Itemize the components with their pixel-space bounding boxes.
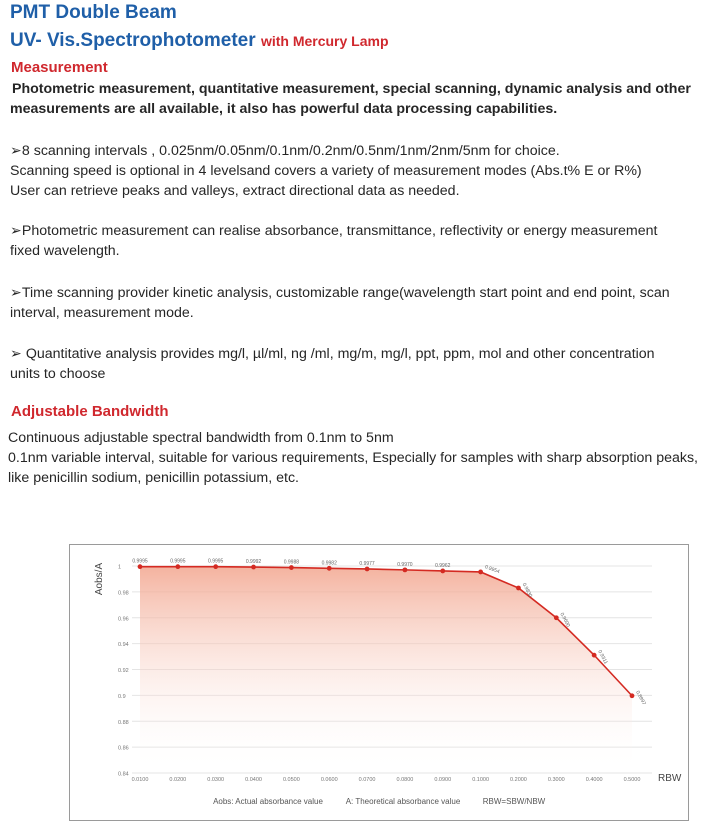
data-label: 0.9982: [321, 560, 337, 567]
data-label: 0.9995: [132, 558, 148, 565]
footnote-rbw: RBW=SBW/NBW: [482, 797, 546, 806]
data-point: [213, 564, 218, 569]
data-point: [289, 565, 294, 570]
chart-area-fill: [140, 567, 632, 773]
y-tick-label: 0.84: [118, 771, 129, 778]
measurement-intro-line-1: Photometric measurement, quantitative measurement, special scanning, dynamic analysis and other: [12, 81, 691, 97]
bullet-photometric: [10, 221, 657, 261]
x-tick-label: 0.0600: [320, 777, 338, 783]
data-point: [478, 570, 483, 575]
data-label: 0.9995: [170, 558, 186, 565]
measurement-intro-line-2: measurements are all available, it also has powerful data processing capabilities.: [10, 101, 558, 117]
subtitle-note: with Mercury Lamp: [260, 33, 389, 49]
bullet-quantitative: [10, 344, 655, 384]
data-point: [327, 566, 332, 571]
x-tick-label: 0.3000: [547, 777, 565, 783]
bullet-line: units to choose: [10, 366, 106, 382]
y-tick-label: 0.92: [118, 668, 129, 674]
x-tick-label: 0.1000: [472, 777, 490, 783]
x-tick-label: 0.0500: [282, 777, 300, 783]
bullet-line: ➢Time scanning provider kinetic analysis, customizable range(wavelength start point and end point, scan: [10, 285, 670, 301]
x-tick-label: 0.4000: [585, 777, 603, 783]
data-point: [440, 569, 445, 574]
page-subtitle: [10, 30, 389, 52]
x-tick-label: 0.5000: [623, 777, 641, 783]
data-point: [630, 693, 635, 698]
page-title: PMT Double Beam: [10, 2, 177, 23]
y-tick-label: 0.88: [118, 719, 129, 726]
bandwidth-line: 0.1nm variable interval, suitable for various requirements, Especially for samples with sharp absorption peaks,: [8, 450, 698, 466]
bullet-line: ➢Photometric measurement can realise absorbance, transmittance, reflectivity or energy measurement: [10, 223, 658, 239]
data-label: 0.9977: [359, 560, 375, 567]
data-point: [251, 565, 256, 570]
data-point: [516, 586, 521, 591]
data-point: [138, 564, 143, 569]
data-label: 0.8997: [634, 689, 647, 707]
bullet-line: Scanning speed is optional in 4 levelsand covers a variety of measurement modes (Abs.t% E or R%): [10, 163, 642, 179]
data-label: 0.9962: [435, 562, 451, 569]
bullet-line: fixed wavelength.: [10, 243, 120, 259]
y-tick-label: 0.86: [118, 745, 129, 752]
y-tick-label: 0.94: [118, 642, 129, 649]
data-point: [592, 653, 597, 658]
bullet-scanning-intervals: [10, 141, 642, 201]
bandwidth-line: Continuous adjustable spectral bandwidth from 0.1nm to 5nm: [8, 430, 394, 446]
bandwidth-line: like penicillin sodium, penicillin potassium, etc.: [8, 470, 299, 486]
data-label: 0.9988: [283, 559, 300, 566]
data-point: [365, 567, 370, 572]
chart-canvas: [70, 545, 688, 820]
y-tick-label: 0.9: [118, 693, 126, 700]
data-label: 0.9970: [397, 561, 413, 568]
y-axis-label: Aobs/A: [94, 562, 105, 596]
x-tick-label: 0.0400: [245, 777, 262, 783]
x-tick-label: 0.0900: [434, 777, 452, 783]
data-label: 0.9600: [558, 611, 572, 629]
data-label: 0.9995: [208, 558, 224, 565]
data-label: 0.9311: [596, 649, 609, 666]
bandwidth-text: [8, 428, 698, 488]
x-tick-label: 0.0700: [358, 777, 376, 783]
bandwidth-heading: Adjustable Bandwidth: [11, 403, 169, 420]
x-tick-label: 0.0800: [396, 777, 414, 783]
footnote-a: A: Theoretical absorbance value: [345, 797, 461, 806]
data-point: [403, 567, 408, 572]
footnote-aobs: Aobs: Actual absorbance value: [213, 797, 323, 806]
y-tick-label: 1: [118, 564, 122, 571]
bandwidth-chart: [69, 544, 689, 821]
bullet-line: interval, measurement mode.: [10, 305, 194, 321]
bullet-line: ➢8 scanning intervals , 0.025nm/0.05nm/0.1nm/0.2nm/0.5nm/1nm/2nm/5nm for choice.: [10, 143, 560, 159]
x-tick-label: 0.0200: [169, 777, 187, 783]
y-tick-label: 0.96: [118, 616, 129, 623]
bullet-time-scanning: [10, 283, 670, 323]
x-tick-label: 0.0100: [131, 777, 149, 783]
data-point: [554, 615, 559, 620]
data-label: 0.9954: [483, 564, 501, 576]
measurement-heading: Measurement: [11, 59, 108, 76]
bullet-line: ➢ Quantitative analysis provides mg/l, µl/ml, ng /ml, mg/m, mg/l, ppt, ppm, mol and other concentration: [10, 346, 655, 362]
data-point: [175, 564, 180, 569]
x-axis-label: RBW: [658, 773, 682, 784]
y-tick-label: 0.98: [118, 590, 129, 597]
subtitle-text: UV- Vis.Spectrophotometer: [10, 30, 256, 51]
x-tick-label: 0.2000: [510, 777, 527, 783]
bullet-line: User can retrieve peaks and valleys, extract directional data as needed.: [10, 183, 460, 199]
x-tick-label: 0.0300: [207, 777, 225, 783]
data-label: 0.9992: [245, 559, 262, 566]
data-label: 0.9830: [520, 582, 534, 599]
